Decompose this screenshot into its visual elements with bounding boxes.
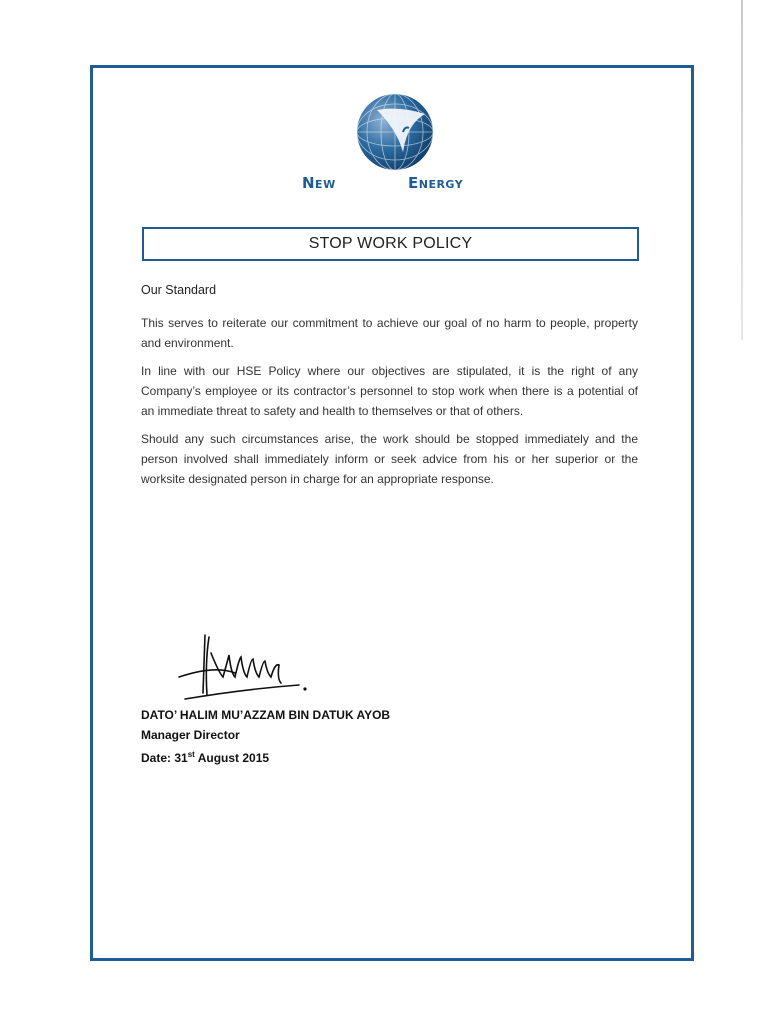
paragraph-procedure: Should any such circumstances arise, the work should be stopped immediately and the person involved shall immediately inform or seek advice from his or her superior or the worksite designated person in charge for an appropriate response. [141, 432, 638, 486]
signatory-block [141, 705, 390, 768]
document-title: STOP WORK POLICY [308, 235, 473, 252]
globe-logo-icon [355, 92, 435, 172]
brand-name-right: Energy [408, 174, 464, 192]
date-rest: August 2015 [194, 751, 270, 765]
signature-icon [175, 633, 315, 703]
paragraph-right-to-stop: In line with our HSE Policy where our objectives are stipulated, it is the right of any Company’s employee or its contractor’s personnel to stop work when there is a potential of an immediate threat to safety and health to themselves or that of others. [141, 364, 638, 418]
signatory-position: Manager Director [141, 728, 240, 742]
date-prefix: Date: 31 [141, 751, 188, 765]
brand-name-left: New [302, 174, 336, 192]
signature-date [141, 745, 390, 768]
signatory-name: DATO’ HALIM MU’AZZAM BIN DATUK AYOB [141, 708, 391, 722]
date-ordinal: st [187, 750, 195, 759]
page-border-frame [90, 65, 694, 961]
paragraph-commitment: This serves to reiterate our commitment to achieve our goal of no harm to people, property and environment. [141, 316, 638, 350]
scan-edge-line [741, 0, 743, 340]
title-box [142, 227, 639, 261]
section-heading: Our Standard [141, 283, 217, 297]
